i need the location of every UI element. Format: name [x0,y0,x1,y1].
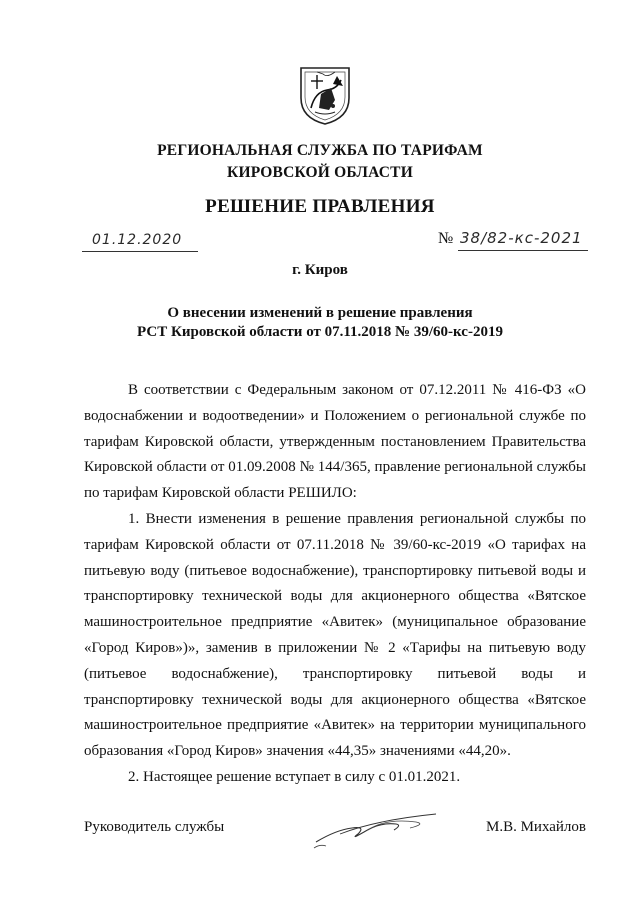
document-body [84,378,586,791]
paragraph-item-1: 1. Внести изменения в решение правления региональной службы по тарифам Кировской области от 07.11.2018 № 39/60-кс-2019 «О тарифах на питьевую воду (питьевое водоснабжение), транспортировку питьевой воды и транспортировку технической воды для акционерного общества «Вятское машиностроительное предприятие «Авитек» (муниципальное образование «Город Киров»)», заменив в приложении № 2 «Тарифы на питьевую воду (питьевое водоснабжение), транспортировку питьевой воды и транспортировку технической воды для акционерного общества «Вятское машиностроительное предприятие «Авитек» на территории муниципального образования «Город Киров» значения «44,35» значениями «44,20». [84,510,586,760]
date-underline [82,251,198,252]
document-subject [0,304,640,342]
document-date [82,232,198,250]
document-number [438,229,588,249]
coat-of-arms-icon [297,62,353,126]
agency-name-line-2: КИРОВСКОЙ ОБЛАСТИ [227,164,413,181]
signatory-name: М.В. Михайлов [485,819,586,835]
agency-name-line-1: РЕГИОНАЛЬНАЯ СЛУЖБА ПО ТАРИФАМ [157,142,483,159]
number-sign: № [438,230,454,247]
city: г. Киров [292,262,348,278]
subject-line-1: О внесении изменений в решение правления [167,305,473,321]
date-value: 01.12.2020 [92,232,183,248]
number-underline [458,250,588,251]
paragraph-item-2: 2. Настоящее решение вступает в силу с 01.01.2021. [128,768,461,785]
handwritten-signature [306,800,456,852]
document-type-heading: РЕШЕНИЕ ПРАВЛЕНИЯ [205,196,435,217]
agency-name [0,140,640,184]
subject-line-2: РСТ Кировской области от 07.11.2018 № 39/60-кс-2019 [137,324,503,340]
paragraph-preamble: В соответствии с Федеральным законом от 07.12.2011 № 416-ФЗ «О водоснабжении и водоотведении» и Положением о региональной службе по тарифам Кировской области, утвержденным постановлением Правительства Кировской области от 01.09.2008 № 144/365, правление региональной службы по тарифам Кировской области РЕШИЛО: [84,382,586,502]
number-value: 38/82-кс-2021 [460,229,583,247]
signatory-title: Руководитель службы [84,819,225,835]
